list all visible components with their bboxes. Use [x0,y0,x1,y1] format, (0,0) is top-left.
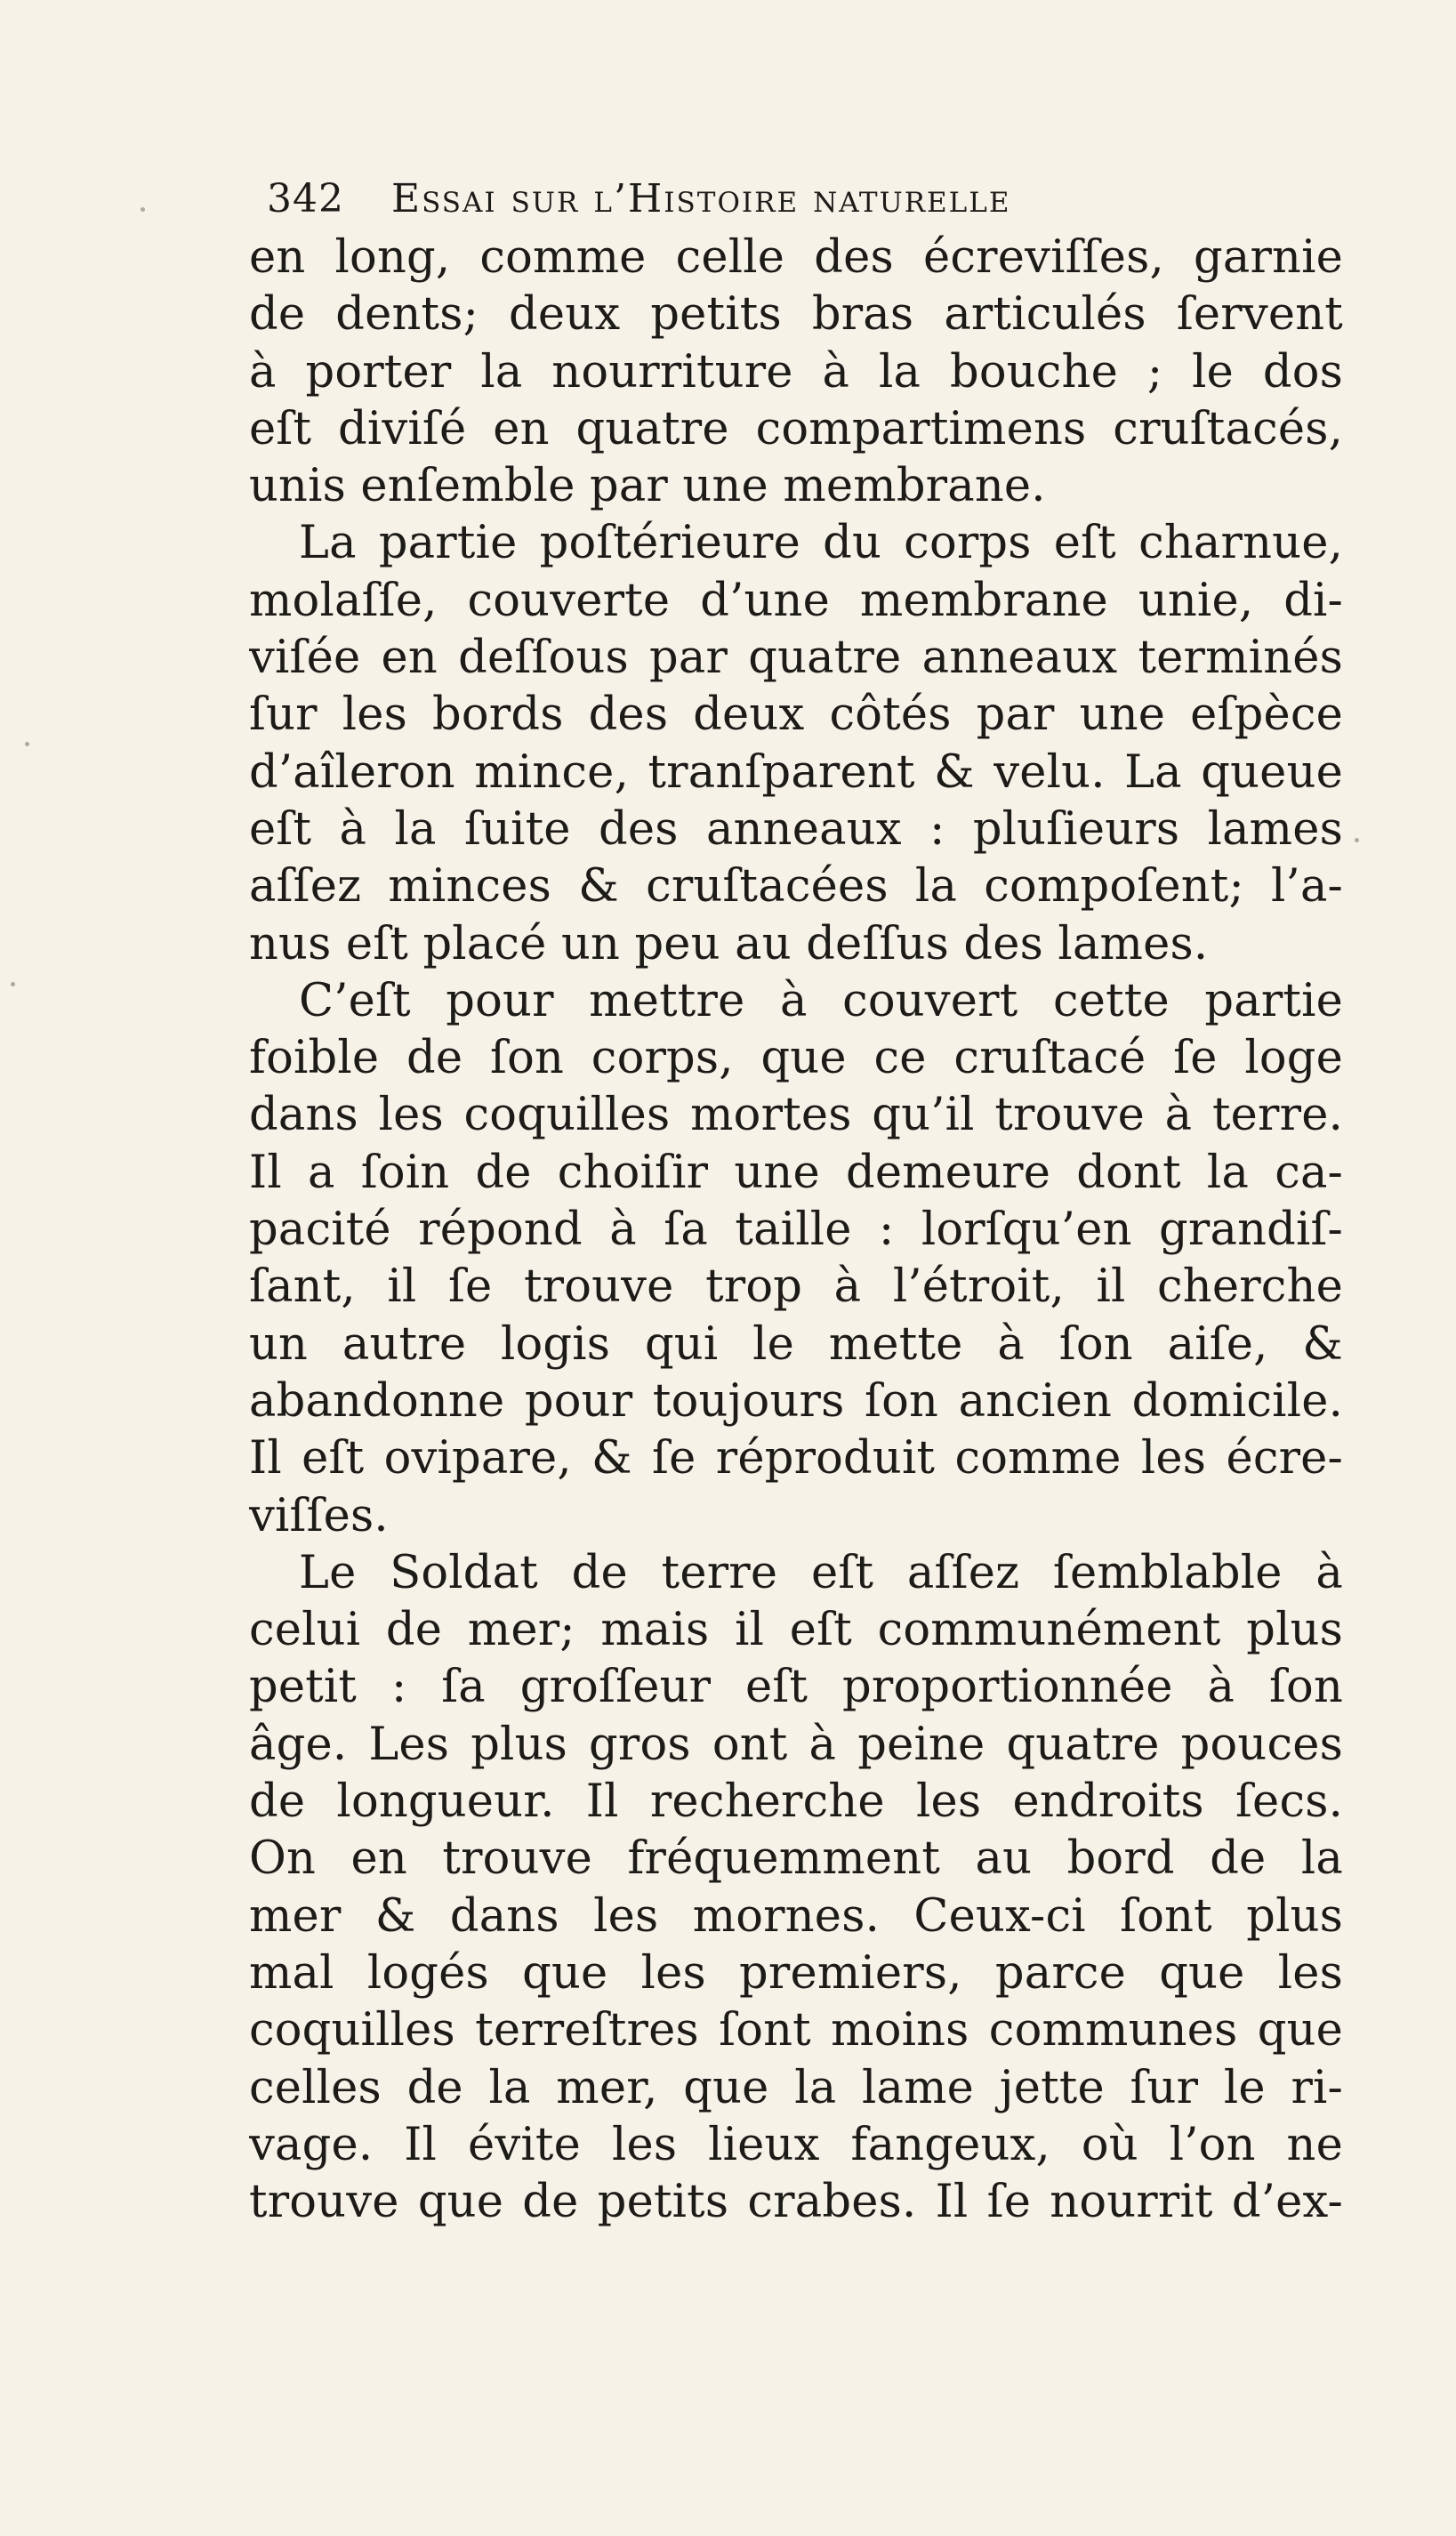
text-line: petit : ſa groſſeur eſt proportionnée à ſon [249,1661,1343,1714]
text-line: ſant, il ſe trouve trop à l’étroit, il cherche [249,1260,1343,1314]
text-line: eſt à la ſuite des anneaux : pluſieurs lames [249,802,1343,856]
text-line: viſée en deſſous par quatre anneaux terminés [249,632,1343,685]
text-line: âge. Les plus gros ont à peine quatre pouces [249,1718,1343,1771]
paper-speck [11,982,15,986]
text-line: ſur les bords des deux côtés par une eſpèce [249,688,1343,742]
text-line: un autre logis qui le mette à ſon aiſe, & [249,1317,1343,1371]
text-line: mer & dans les mornes. Ceux-ci ſont plus [249,1889,1343,1943]
text-line: viſſes. [249,1489,389,1542]
running-head [267,176,1370,229]
text-line: celles de la mer, que la lame jette ſur le ri- [249,2061,1343,2114]
text-line: de dents; deux petits bras articulés ſervent [249,288,1343,342]
text-line: en long, comme celle des écreviſſes, garnie [249,231,1343,284]
text-line: coquilles terreſtres ſont moins communes que [249,2004,1343,2057]
paper-speck [141,207,145,212]
text-line: unis enſemble par une membrane. [249,460,1046,513]
text-line: d’aîleron mince, tranſparent & velu. La queue [249,745,1343,799]
paper-speck [1355,838,1359,842]
text-line: trouve que de petits crabes. Il ſe nourrit d’ex- [249,2176,1343,2229]
text-line: foible de ſon corps, que ce cruſtacé ſe loge [249,1032,1343,1085]
paragraph-first-line: C’eſt pour mettre à couvert cette partie [299,974,1343,1027]
paragraph-first-line: Le Soldat de terre eſt aſſez ſemblable à [299,1546,1343,1599]
text-line: de longueur. Il recherche les endroits ſecs. [249,1775,1343,1829]
text-line: Il a ſoin de choiſir une demeure dont la ca- [249,1146,1343,1199]
text-line: abandonne pour toujours ſon ancien domicile. [249,1374,1343,1428]
text-line: dans les coquilles mortes qu’il trouve à terre. [249,1089,1343,1142]
text-line: vage. Il évite les lieux fangeux, où l’on ne [249,2118,1343,2171]
body-text [249,229,1343,2231]
page-number: 342 [267,176,344,221]
text-line: molaſſe, couverte d’une membrane unie, di- [249,574,1343,627]
text-line: celui de mer; mais il eſt communément plus [249,1604,1343,1657]
paragraph-first-line: La partie poſtérieure du corps eſt charnue, [299,517,1343,570]
text-line: pacité répond à ſa taille : lorſqu’en grandiſ- [249,1204,1343,1257]
text-line: mal logés que les premiers, parce que les [249,1946,1343,2000]
text-line: On en trouve fréquemment au bord de la [249,1832,1343,1886]
text-line: eſt diviſé en quatre compartimens cruſtacés, [249,402,1343,455]
running-title: Essai sur l’Histoire naturelle [391,176,1011,221]
text-line: Il eſt ovipare, & ſe réproduit comme les écre- [249,1432,1343,1485]
text-line: nus eſt placé un peu au deſſus des lames. [249,917,1209,970]
paper-speck [25,742,29,746]
text-line: à porter la nourriture à la bouche ; le dos [249,345,1343,399]
text-line: aſſez minces & cruſtacées la compoſent; l’a- [249,860,1343,914]
